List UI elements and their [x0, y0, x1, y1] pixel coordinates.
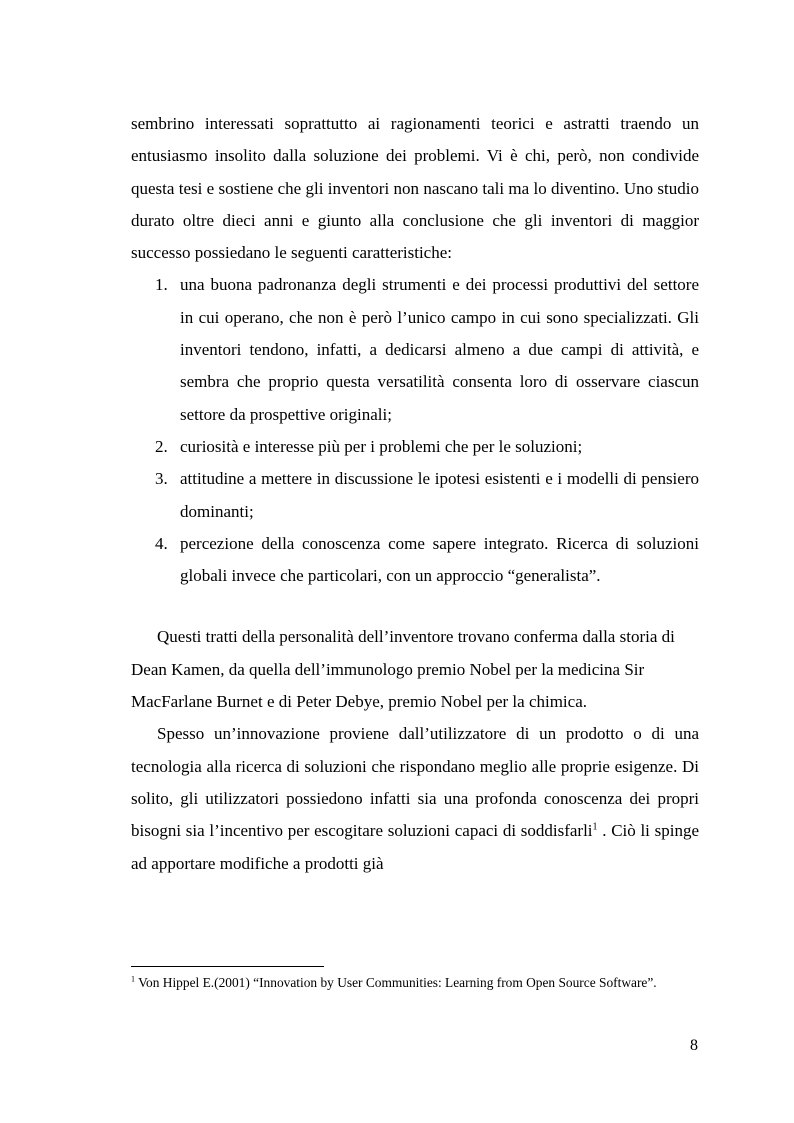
list-item	[131, 528, 699, 593]
paragraph-3-continuation: . Ciò li spinge ad apportare modifiche a prodotti già	[131, 821, 699, 873]
paragraph-spacer	[131, 592, 699, 621]
list-item-text: una buona padronanza degli strumenti e dei processi produttivi del settore in cui operano, che non è però l’unico campo in cui sono specializzati. Gli inventori tendono, infatti, a dedicarsi almeno a due campi di attività, e sembra che proprio questa versatilità consenta loro di osservare ciascun settore da prospettive originali;	[180, 275, 699, 424]
list-item-number: 2.	[155, 436, 168, 456]
paragraph-1: sembrino interessati soprattutto ai ragionamenti teorici e astratti traendo un entusiasmo insolito dalla soluzione dei problemi. Vi è chi, però, non condivide questa tesi e sostiene che gli inventori non nascano tali ma lo diventino. Uno studio durato oltre dieci anni e giunto alla conclusione che gli inventori di maggior successo possiedano le seguenti caratteristiche:	[131, 114, 699, 263]
paragraph-3-text: Spesso un’innovazione proviene dall’utilizzatore di un prodotto o di una tecnologia alla ricerca di soluzioni che rispondano meglio alle proprie esigenze. Di solito, gli utilizzatori possiedono infatti sia una profonda conoscenza dei propri bisogni sia l’incentivo per escogitare soluzioni capaci di soddisfarli	[131, 724, 699, 841]
list-item	[131, 431, 699, 463]
page-number: 8	[690, 1037, 698, 1054]
characteristics-list	[131, 269, 699, 592]
list-item-text: curiosità e interesse più per i problemi che per le soluzioni;	[180, 436, 583, 456]
page-body	[131, 108, 699, 880]
list-item	[131, 269, 699, 430]
list-item-text: attitudine a mettere in discussione le ipotesi esistenti e i modelli di pensiero dominanti;	[180, 469, 699, 521]
footnote-reference[interactable]: 1	[592, 821, 598, 833]
paragraph-3	[131, 718, 699, 879]
footnote-marker: 1	[131, 974, 135, 984]
footnote-text: Von Hippel E.(2001) “Innovation by User Communities: Learning from Open Source Software”.	[135, 975, 657, 990]
list-item-number: 3.	[155, 469, 168, 489]
list-item	[131, 463, 699, 528]
footnote	[131, 974, 671, 991]
paragraph-2: Questi tratti della personalità dell’inventore trovano conferma dalla storia di Dean Kamen, da quella dell’immunologo premio Nobel per la medicina Sir MacFarlane Burnet e di Peter Debye, premio Nobel per la chimica.	[131, 627, 675, 712]
list-item-number: 1.	[155, 275, 168, 295]
footnote-separator	[131, 966, 324, 967]
list-item-text: percezione della conoscenza come sapere integrato. Ricerca di soluzioni globali invece che particolari, con un approccio “generalista”.	[180, 533, 699, 586]
list-item-number: 4.	[155, 533, 168, 553]
